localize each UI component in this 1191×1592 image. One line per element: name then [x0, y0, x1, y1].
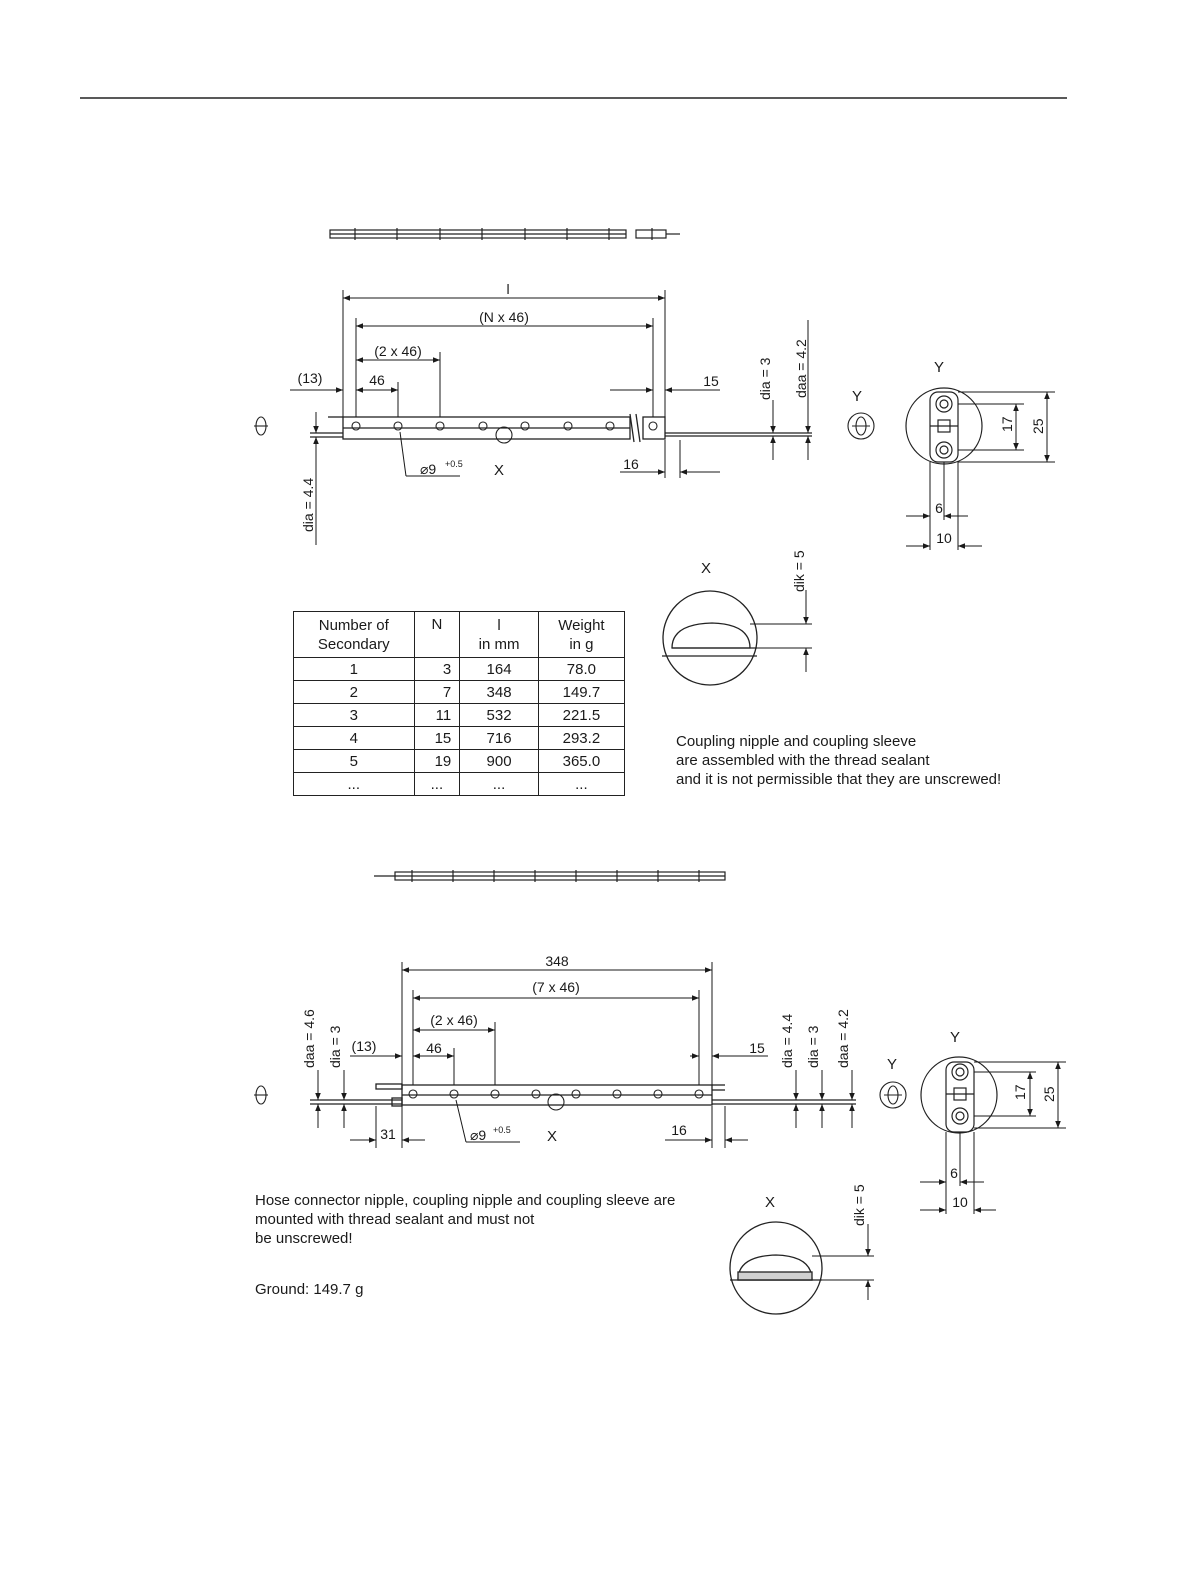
table-cell: 900	[460, 750, 539, 773]
bottom-detail-x	[730, 1222, 822, 1314]
table-cell: ...	[460, 773, 539, 796]
bottom-label-dia-3-left: dia = 3	[327, 1025, 343, 1068]
table-cell: 1	[294, 658, 415, 681]
top-y-section	[906, 388, 982, 464]
label-10: 10	[936, 530, 952, 546]
table-row	[294, 658, 625, 681]
top-note-line: Coupling nipple and coupling sleeve	[676, 733, 917, 750]
top-rail-holes	[352, 422, 657, 443]
table-cell: 164	[460, 658, 539, 681]
label-25: 25	[1030, 418, 1046, 434]
bottom-label-detail-x-ref: X	[546, 1128, 558, 1145]
label-13: (13)	[297, 370, 323, 386]
table-cell: ...	[294, 773, 415, 796]
table-cell: 348	[460, 681, 539, 704]
table-cell: 4	[294, 727, 415, 750]
label-l: l	[506, 281, 510, 297]
label-view-y-section: Y	[933, 359, 945, 376]
table-row	[294, 750, 625, 773]
header-n: N	[414, 612, 460, 658]
bottom-label-16: 16	[671, 1122, 687, 1138]
bottom-label-25: 25	[1041, 1086, 1057, 1102]
bottom-label-46: 46	[426, 1040, 442, 1056]
label-hole-dia: ⌀9	[420, 461, 437, 477]
label-46: 46	[369, 372, 385, 388]
secondary-spec-table	[293, 611, 625, 796]
bottom-label-dia-3-right: dia = 3	[805, 1025, 821, 1068]
bottom-label-daa-4-2: daa = 4.2	[835, 1009, 851, 1068]
table-cell: 7	[414, 681, 460, 704]
top-y-view-icon	[848, 413, 874, 439]
table-cell: ...	[538, 773, 624, 796]
bottom-label-15: 15	[749, 1040, 765, 1056]
table-cell: 5	[294, 750, 415, 773]
top-note-line: are assembled with the thread sealant	[676, 752, 930, 769]
header-l-in-mm: l in mm	[460, 612, 539, 658]
label-n-x-46: (N x 46)	[479, 309, 529, 325]
bottom-note	[255, 1191, 675, 1248]
label-dia-4-4: dia = 4.4	[300, 477, 316, 532]
table-cell: 716	[460, 727, 539, 750]
label-view-y-ref: Y	[851, 388, 863, 405]
table-cell: 19	[414, 750, 460, 773]
table-cell: 3	[294, 704, 415, 727]
top-detail-x	[662, 591, 757, 685]
table-cell: 2	[294, 681, 415, 704]
table-row	[294, 681, 625, 704]
bottom-note-line: be unscrewed!	[255, 1230, 353, 1247]
header-number-of-secondary: Number of Secondary	[294, 612, 415, 658]
bottom-left-end-icon	[254, 1086, 268, 1104]
header-weight-in-g: Weight in g	[538, 612, 624, 658]
bottom-label-6: 6	[950, 1165, 958, 1181]
table-cell: 78.0	[538, 658, 624, 681]
table-row	[294, 727, 625, 750]
table-cell: 532	[460, 704, 539, 727]
bottom-label-13: (13)	[351, 1038, 377, 1054]
bottom-label-10: 10	[952, 1194, 968, 1210]
label-detail-x-ref: X	[493, 462, 505, 479]
table-row	[294, 704, 625, 727]
top-note-line: and it is not permissible that they are unscrewed!	[676, 771, 1002, 788]
label-348: 348	[545, 953, 569, 969]
label-17: 17	[999, 416, 1015, 432]
bottom-label-17: 17	[1012, 1084, 1028, 1100]
label-31: 31	[380, 1126, 396, 1142]
table-cell: ...	[414, 773, 460, 796]
label-dik-5: dik = 5	[791, 550, 807, 592]
label-daa-4-2: daa = 4.2	[793, 339, 809, 398]
bottom-note-line: mounted with thread sealant and must not	[255, 1211, 535, 1228]
top-main-rail	[310, 414, 812, 442]
bottom-label-2-x-46: (2 x 46)	[430, 1012, 478, 1028]
bottom-label-hole-dia: ⌀9	[470, 1127, 487, 1143]
table-cell: 365.0	[538, 750, 624, 773]
bottom-overview-rail	[374, 870, 725, 882]
table-header-row	[294, 612, 625, 658]
top-note	[676, 732, 1001, 789]
label-hole-tol: +0.5	[445, 459, 463, 469]
bottom-y-section	[921, 1057, 997, 1133]
table-cell: 221.5	[538, 704, 624, 727]
label-7-x-46: (7 x 46)	[532, 979, 580, 995]
bottom-label-detail-x: X	[764, 1194, 776, 1211]
table-cell: 3	[414, 658, 460, 681]
bottom-main-rail	[310, 1084, 856, 1106]
bottom-label-hole-tol: +0.5	[493, 1125, 511, 1135]
bottom-label-dik-5: dik = 5	[851, 1184, 867, 1226]
bottom-label-view-y-section: Y	[949, 1029, 961, 1046]
bottom-label-dia-4-4: dia = 4.4	[779, 1013, 795, 1068]
label-16: 16	[623, 456, 639, 472]
label-2-x-46: (2 x 46)	[374, 343, 422, 359]
table-cell: 15	[414, 727, 460, 750]
table-cell: 149.7	[538, 681, 624, 704]
table-cell: 293.2	[538, 727, 624, 750]
table-row	[294, 773, 625, 796]
bottom-y-view-icon	[880, 1082, 906, 1108]
label-daa-4-6: daa = 4.6	[301, 1009, 317, 1068]
ground-weight: Ground: 149.7 g	[255, 1281, 364, 1298]
label-detail-x: X	[700, 560, 712, 577]
top-left-end-icon	[254, 417, 268, 435]
table-cell: 11	[414, 704, 460, 727]
bottom-rail-holes	[409, 1090, 703, 1110]
bottom-note-line: Hose connector nipple, coupling nipple and coupling sleeve are	[255, 1192, 676, 1209]
top-overview-rail	[330, 228, 680, 240]
label-dia-3: dia = 3	[757, 357, 773, 400]
bottom-label-view-y-ref: Y	[886, 1056, 898, 1073]
label-6: 6	[935, 500, 943, 516]
label-15: 15	[703, 373, 719, 389]
